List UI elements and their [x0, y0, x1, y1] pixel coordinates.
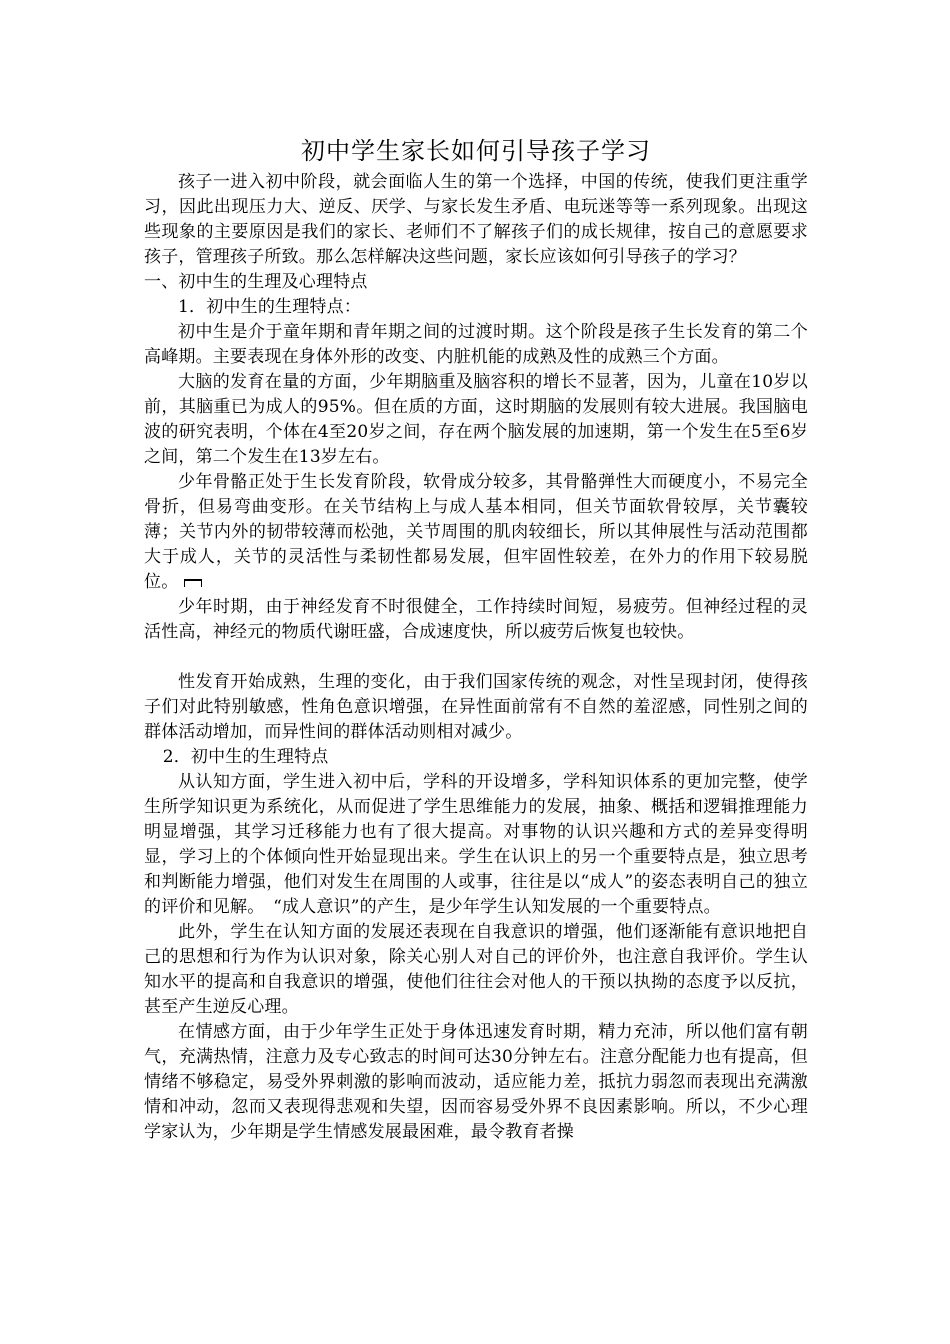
paragraph-skeleton-text: 少年骨骼正处于生长发育阶段，软骨成分较多，其骨骼弹性大而硬度小，不易完全骨折，但易弯曲变形。在关节结构上与成人基本相同，但关节面软骨较厚，关节囊较薄；关节内外的韧带较薄而松弛，关节周围的肌肉较细长，所以其伸展性与活动范围都大于成人，关节的灵活性与柔韧性都易发展，但牢固性较差，在外力的作用下较易脱位。: [144, 472, 808, 592]
document-page: [144, 126, 808, 1145]
paragraph-skeleton: [144, 470, 808, 595]
intro-paragraph: 孩子一进入初中阶段，就会面临人生的第一个选择，中国的传统，使我们更注重学习，因此出现压力大、逆反、厌学、与家长发生矛盾、电玩迷等等一系列现象。出现这些现象的主要原因是我们的家长、老师们不了解孩子们的成长规律，按自己的意愿要求孩子，管理孩子所致。那么怎样解决这些问题，家长应该如何引导孩子的学习？: [144, 172, 808, 267]
paragraph-nervous-system: 少年时期，由于神经发育不时很健全，工作持续时间短，易疲劳。但神经过程的灵活性高，神经元的物质代谢旺盛，合成速度快，所以疲劳后恢复也较快。: [144, 597, 808, 642]
section-heading-1: 一、初中生的生理及心理特点: [144, 272, 368, 292]
paragraph-self-awareness: 此外，学生在认知方面的发展还表现在自我意识的增强，他们逐渐能有意识地把自己的思想和行为作为认识对象，除关心别人对自己的评价外，也注意自我评价。学生认知水平的提高和自我意识的增强，使他们往往会对他人的干预以执拗的态度予以反抗，甚至产生逆反心理。: [144, 922, 808, 1017]
subsection-heading-psychology: 2．初中生的生理特点: [162, 747, 329, 767]
paragraph-brain-development: 大脑的发育在量的方面，少年期脑重及脑容积的增长不显著，因为，儿童在10岁以前，其脑重已为成人的95%。但在质的方面，这时期脑的发展则有较大进展。我国脑电波的研究表明，个体在4至20岁之间，存在两个脑发展的加速期，第一个发生在5至6岁之间，第二个发生在13岁左右。: [144, 372, 808, 467]
editor-mark-icon: [184, 579, 202, 587]
paragraph-sexual-development: 性发育开始成熟，生理的变化，由于我们国家传统的观念，对性呈现封闭，使得孩子们对此特别敏感，性角色意识增强，在异性面前常有不自然的羞涩感，同性别之间的群体活动增加，而异性间的群体活动则相对减少。: [144, 672, 808, 742]
subsection-heading-physiology: 1．初中生的生理特点：: [178, 297, 362, 317]
blank-line: [144, 645, 808, 670]
paragraph-cognition: 从认知方面，学生进入初中后，学科的开设增多，学科知识体系的更加完整，使学生所学知识更为系统化，从而促进了学生思维能力的发展，抽象、概括和逻辑推理能力明显增强，其学习迁移能力也有了很大提高。对事物的认识兴趣和方式的差异变得明显，学习上的个体倾向性开始显现出来。学生在认识上的另一个重要特点是，独立思考和判断能力增强，他们对发生在周围的人或事，往往是以“成人”的姿态表明自己的独立的评价和见解。 “成人意识”的产生，是少年学生认知发展的一个重要特点。: [144, 772, 808, 917]
paragraph-transition-period: 初中生是介于童年期和青年期之间的过渡时期。这个阶段是孩子生长发育的第二个高峰期。主要表现在身体外形的改变、内脏机能的成熟及性的成熟三个方面。: [144, 322, 808, 367]
paragraph-emotion: 在情感方面，由于少年学生正处于身体迅速发育时期，精力充沛，所以他们富有朝气，充满热情，注意力及专心致志的时间可达30分钟左右。注意分配能力也有提高，但情绪不够稳定，易受外界刺激的影响而波动，适应能力差，抵抗力弱忽而表现出充满激情和冲动，忽而又表现得悲观和失望，因而容易受外界不良因素影响。所以，不少心理学家认为，少年期是学生情感发展最困难，最令教育者操: [144, 1022, 808, 1142]
document-title: 初中学生家长如何引导孩子学习: [301, 137, 651, 165]
